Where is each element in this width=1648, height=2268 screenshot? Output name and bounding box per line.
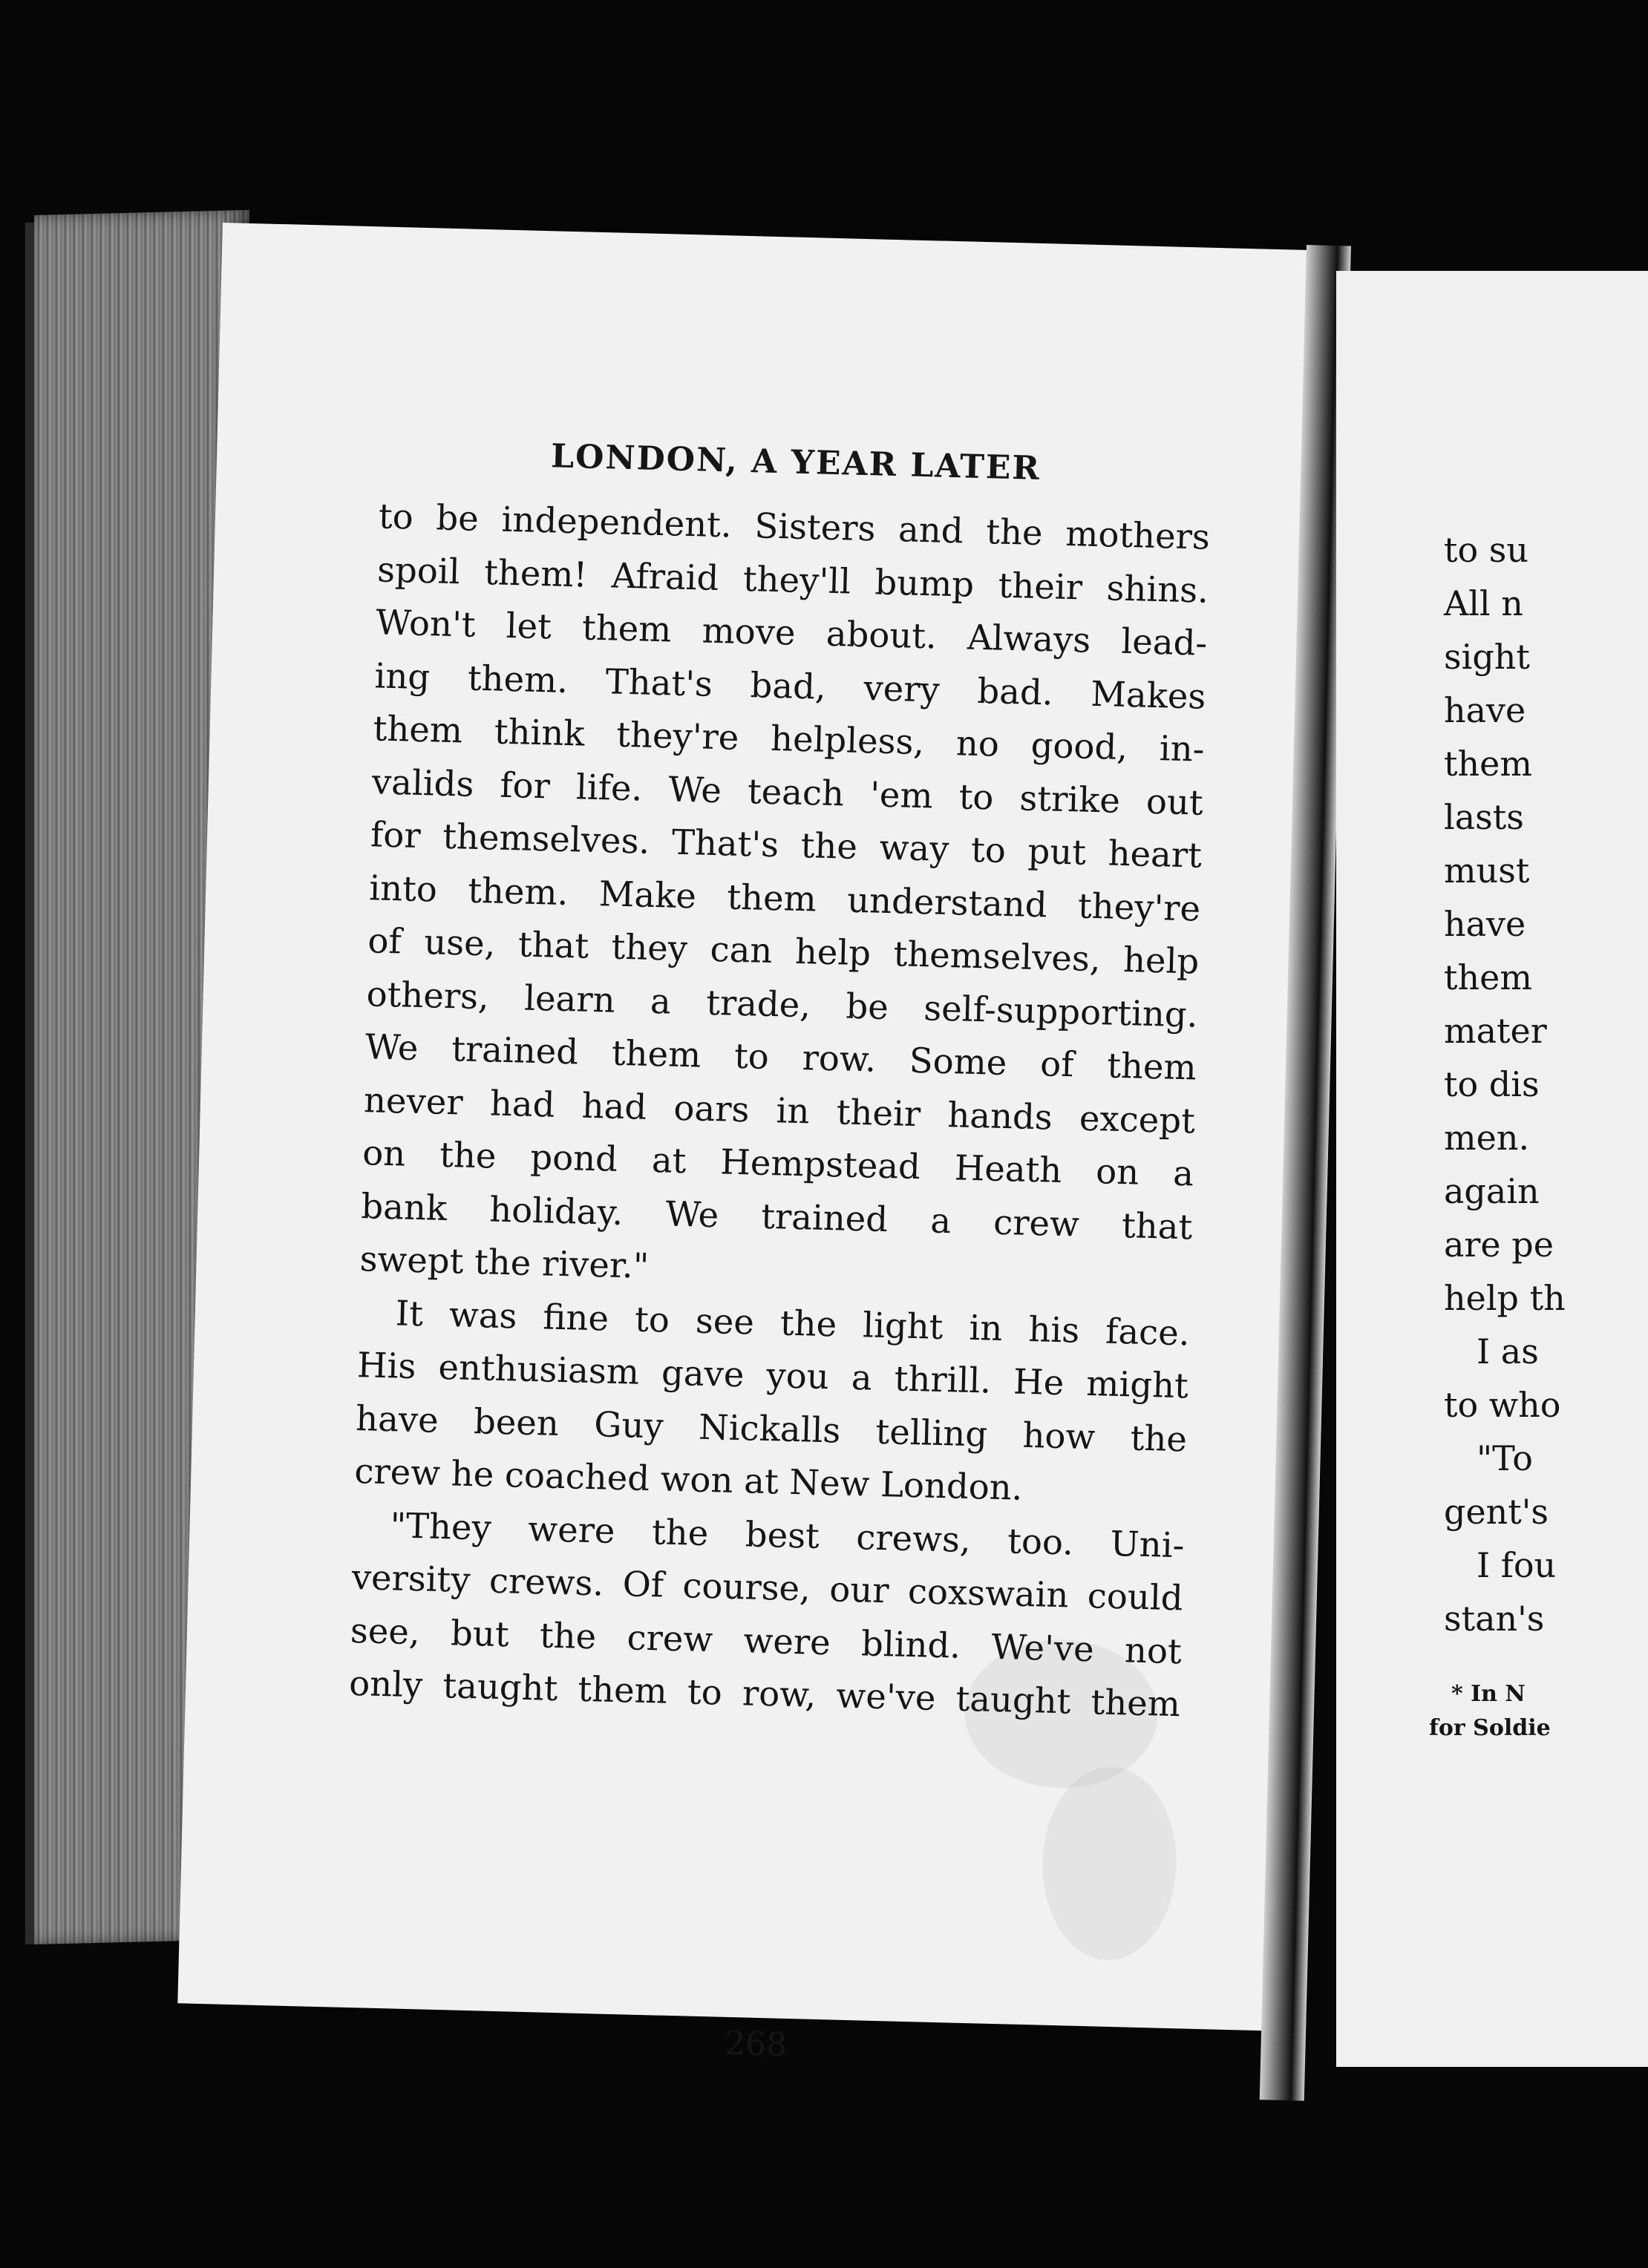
text-line: gent's — [1444, 1492, 1549, 1532]
text-line: I fou — [1477, 1545, 1557, 1585]
right-page — [1336, 271, 1648, 2067]
text-line: never had had oars in their hands except — [363, 1079, 1196, 1141]
left-page — [177, 223, 1328, 2065]
text-line: lasts — [1444, 797, 1524, 837]
text-line: help th — [1444, 1278, 1566, 1318]
text-line: see, but the crew were blind. We've not — [350, 1610, 1183, 1671]
text-line: I as — [1477, 1331, 1539, 1371]
text-line: them — [1444, 957, 1532, 997]
text-line: stan's — [1444, 1599, 1545, 1639]
text-line: crew he coached won at New London. — [353, 1451, 1024, 1508]
text-line: for themselves. That's the way to put heart — [370, 814, 1203, 876]
text-line: them think they're helpless, no good, in- — [373, 708, 1206, 770]
running-head: LONDON, A YEAR LATER — [550, 437, 1042, 488]
paragraph — [354, 1286, 1191, 1519]
text-line: men. — [1444, 1118, 1530, 1158]
text-line: versity crews. Of course, our coxswain could — [351, 1556, 1184, 1619]
footnote — [1429, 1677, 1551, 1746]
text-line: to who — [1444, 1385, 1561, 1425]
text-line: others, learn a trade, be self-supporting. — [366, 973, 1199, 1035]
text-line: are pe — [1444, 1225, 1554, 1265]
text-line: ing them. That's bad, very bad. Makes — [373, 655, 1206, 717]
text-line: We trained them to row. Some of them — [364, 1026, 1197, 1088]
text-line: valids for life. We teach 'em to strike out — [371, 761, 1204, 823]
body-text — [348, 490, 1210, 1731]
text-line: have been Guy Nickalls telling how the — [355, 1397, 1188, 1459]
text-line: All n — [1444, 583, 1523, 623]
text-line: must — [1444, 850, 1530, 891]
text-line: sight — [1444, 637, 1530, 677]
footnote-line: * In N — [1451, 1681, 1526, 1707]
text-line: His enthusiasm gave you a thrill. He might — [356, 1345, 1189, 1406]
text-line: again — [1444, 1171, 1540, 1211]
text-line: into them. Make them understand they're — [368, 867, 1201, 929]
text-line: only taught them to row, we've taught them — [348, 1662, 1181, 1725]
text-line: on the pond at Hempstead Heath on a — [362, 1133, 1194, 1194]
text-line: swept the river." — [359, 1239, 650, 1286]
text-line: mater — [1444, 1011, 1547, 1051]
page-stain — [1040, 1766, 1179, 1961]
text-line: to su — [1444, 530, 1529, 570]
paragraph — [348, 1498, 1185, 1731]
text-line: to be independent. Sisters and the mothers — [378, 496, 1211, 557]
text-line: of use, that they can help themselves, help — [367, 920, 1200, 982]
text-line: "To — [1477, 1438, 1533, 1478]
text-line: have — [1444, 690, 1526, 730]
page-number: 268 — [724, 2024, 788, 2065]
footnote-line: for Soldie — [1429, 1715, 1551, 1741]
paragraph — [359, 490, 1211, 1306]
text-line: bank holiday. We trained a crew that — [360, 1185, 1193, 1247]
text-line: "They were the best crews, too. Uni- — [389, 1504, 1186, 1565]
text-line: them — [1444, 744, 1532, 784]
text-line: have — [1444, 904, 1526, 944]
text-line: spoil them! Afraid they'll bump their shins. — [376, 548, 1209, 611]
text-line: Won't let them move about. Always lead- — [375, 602, 1208, 663]
right-page-text — [1444, 523, 1577, 1645]
text-line: It was fine to see the light in his face. — [395, 1292, 1191, 1353]
text-line: to dis — [1444, 1064, 1540, 1104]
